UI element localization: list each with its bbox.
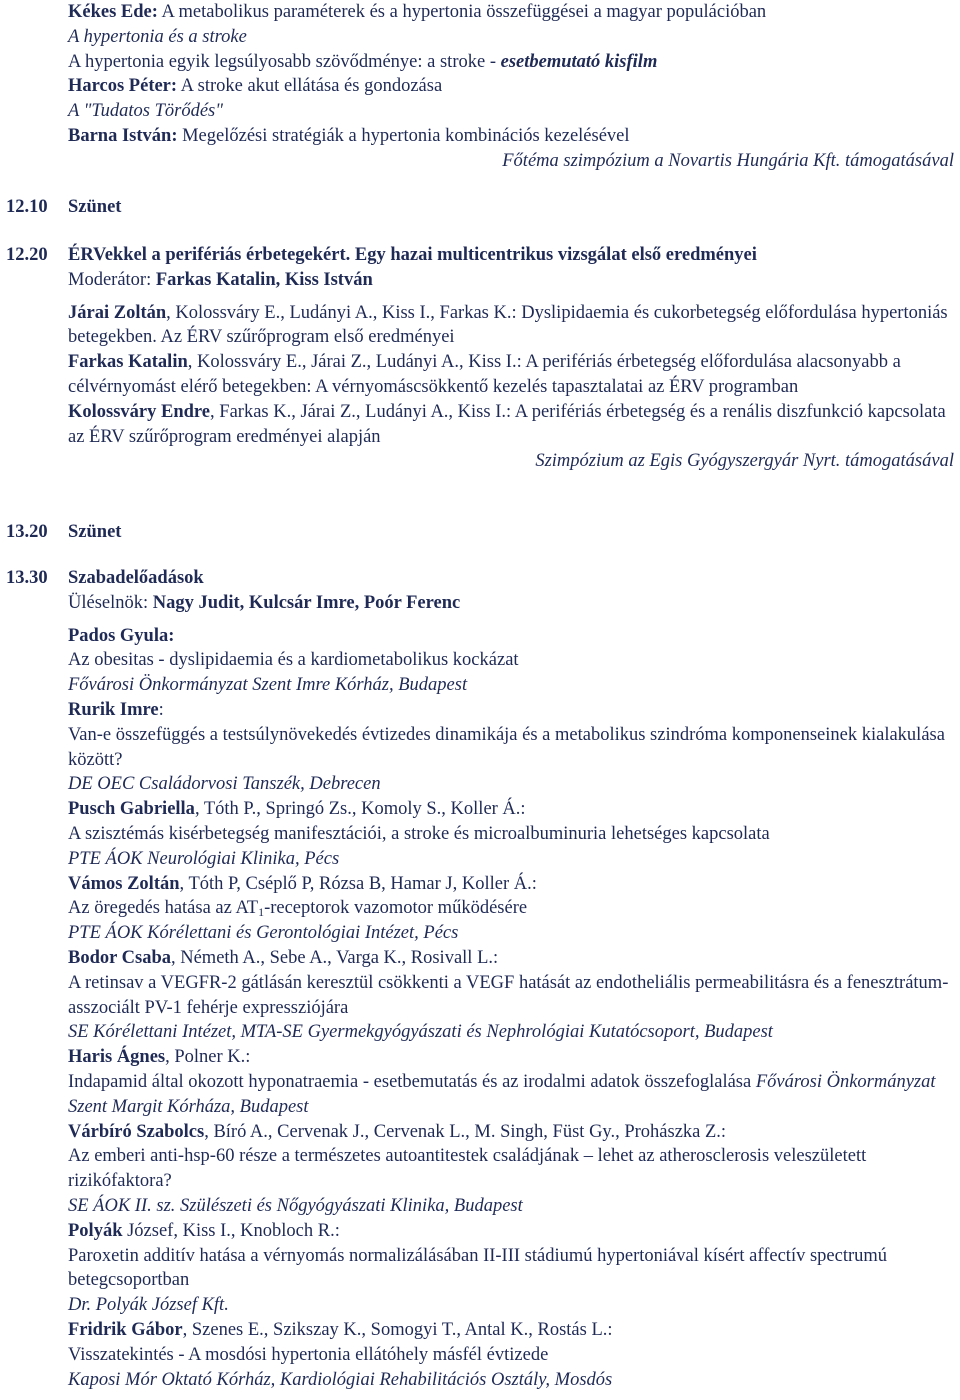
talk-affiliation: Dr. Polyák József Kft. <box>68 1295 229 1316</box>
talk-farkas <box>68 350 954 400</box>
session-title-main: ÉRVekkel a perifériás érbetegekért. <box>68 245 351 265</box>
talk-barna <box>68 124 954 149</box>
talk-kolossvary <box>68 400 954 450</box>
talk-coauthors: , Kolossváry E., Járai Z., Ludányi A., Kiss I. <box>187 352 517 373</box>
talk-varbiro <box>68 1120 954 1219</box>
talk-affiliation: SE Kórélettani Intézet, MTA-SE Gyermekgyógyászati és Nephrológiai Kutatócsoport, Budapest <box>68 1022 773 1043</box>
talk-title: Van-e összefüggés a testsúlynövekedés évtizedes dinamikája és a metabolikus szindróma komponenseinek kialakulása között? <box>68 724 945 770</box>
talk-coauthors: , Bíró A., Cervenak J., Cervenak L., M. Singh, Füst Gy., Prohászka Z.: <box>204 1121 727 1142</box>
talk-title: Visszatekintés - A mosdósi hypertonia ellátóhely másfél évtizede <box>68 1344 549 1365</box>
subsession-title: A hypertonia és a stroke <box>68 26 247 47</box>
time-label: 13.20 <box>6 522 48 542</box>
sponsor-suffix: támogatásával <box>840 451 954 472</box>
talk-title: A retinsav a VEGFR-2 gátlásán keresztül csökkenti a VEGF hatását az endotheliális permeabilitásra és a fenesztrátum-asszociált PV-1 fehérje expressziójára <box>68 972 949 1018</box>
talk-coauthors: , Kolossváry E., Ludányi A., Kiss I., Farkas K. <box>166 302 512 323</box>
talk-bodor <box>68 946 954 1045</box>
talk-rurik <box>68 698 954 797</box>
moderator-names: Farkas Katalin, Kiss István <box>155 269 373 290</box>
talk-title-with-affiliation <box>68 1070 954 1120</box>
break-label: Szünet <box>68 197 122 217</box>
talk-author: Várbíró Szabolcs <box>68 1121 205 1142</box>
talk-author: Bodor Csaba <box>68 947 171 968</box>
talk-affiliation: Fővárosi Önkormányzat Szent Margit Kórháza, Budapest <box>68 1071 936 1117</box>
talk-title: Indapamid által okozott hyponatraemia - esetbemutatás és az irodalmi adatok összefoglalása <box>68 1071 756 1092</box>
talk-title: Az obesitas - dyslipidaemia és a kardiometabolikus kockázat <box>68 650 519 671</box>
talk-author: Fridrik Gábor <box>68 1319 183 1340</box>
subsession-title-2: A "Tudatos Törődés" <box>68 101 224 122</box>
sponsor-name: Főtéma szimpózium a Novartis Hungária Kft. <box>502 150 841 171</box>
sponsor-suffix: támogatásával <box>840 150 954 171</box>
talk-author: Pados Gyula: <box>68 625 175 646</box>
talk-affiliation: Kaposi Mór Oktató Kórház, Kardiológiai Rehabilitációs Osztály, Mosdós <box>68 1369 613 1390</box>
talk-author: Járai Zoltán <box>68 302 167 323</box>
session-title: Szabadelőadások <box>68 568 204 588</box>
moderator-label: Moderátor: <box>68 269 156 290</box>
break-label: Szünet <box>68 522 122 542</box>
time-label: 12.10 <box>6 197 48 217</box>
talk-author: Barna István: <box>68 125 178 146</box>
talk-title: : Dyslipidaemia és cukorbetegség előfordulása hypertoniás betegekben. Az ÉRV szűrőprogram első eredményei <box>68 302 948 348</box>
film-label: esetbemutató kisfilm <box>500 51 658 72</box>
talk-title: Paroxetin additív hatása a vérnyomás normalizálásában II-III stádiumú hypertoniával kísért affectív spectrumú betegcsoportban <box>68 1245 888 1291</box>
session-title <box>68 243 954 268</box>
talk-kekes <box>68 0 954 25</box>
time-label: 12.20 <box>6 245 48 265</box>
talk-haris <box>68 1045 954 1119</box>
talk-affiliation: SE ÁOK II. sz. Szülészeti és Nőgyógyászati Klinika, Budapest <box>68 1195 523 1216</box>
talk-affiliation: PTE ÁOK Neurológiai Klinika, Pécs <box>68 848 340 869</box>
talk-polyak <box>68 1219 954 1318</box>
talk-author: Vámos Zoltán <box>68 873 180 894</box>
talk-author: Rurik Imre <box>68 699 159 720</box>
talk-title: A metabolikus paraméterek és a hypertonia összefüggései a magyar populációban <box>157 2 767 22</box>
talk-affiliation: DE OEC Családorvosi Tanszék, Debrecen <box>68 774 381 795</box>
talk-colon: : <box>158 699 164 720</box>
talk-title: A stroke akut ellátása és gondozása <box>177 76 443 97</box>
talk-author: Farkas Katalin <box>68 352 188 373</box>
film-line <box>68 50 954 75</box>
talk-jarai <box>68 301 954 351</box>
talk-coauthors: , Németh A., Sebe A., Varga K., Rosivall L.: <box>170 947 499 968</box>
talk-coauthors: , Szenes E., Szikszay K., Somogyi T., Antal K., Rostás L.: <box>182 1319 613 1340</box>
talk-author: Kolossváry Endre <box>68 401 211 422</box>
chairs-label: Üléselnök: <box>68 592 153 613</box>
time-label: 13.30 <box>6 568 48 588</box>
talk-coauthors: , Farkas K., Járai Z., Ludányi A., Kiss I. <box>210 401 506 422</box>
sponsor-name: Szimpózium az Egis Gyógyszergyár Nyrt. <box>535 451 841 472</box>
talk-coauthors: , Tóth P., Springó Zs., Komoly S., Koller Á.: <box>194 799 526 820</box>
talk-pusch <box>68 797 954 871</box>
talk-affiliation: Fővárosi Önkormányzat Szent Imre Kórház, Budapest <box>68 675 468 696</box>
talk-author: Harcos Péter: <box>68 76 178 97</box>
talk-title: : A perifériás érbetegség előfordulása alacsonyabb a célvérnyomást elérő betegekben: A vérnyomáscsökkentő kezelés tapasztalatai az ÉRV programban <box>68 352 901 397</box>
sponsor-line <box>68 449 954 474</box>
talk-harcos <box>68 74 954 99</box>
talk-pados <box>68 624 954 698</box>
talk-title: Az emberi anti-hsp-60 része a természetes autoantitestek családjának – lehet az atherosclerosis veleszületett rizikófaktora? <box>68 1146 867 1192</box>
talk-coauthors: József, Kiss I., Knobloch R.: <box>122 1220 340 1241</box>
session-title-sub: Egy hazai multicentrikus vizsgálat első eredményei <box>350 245 757 265</box>
talk-coauthors: , Tóth P, Cséplő P, Rózsa B, Hamar J, Koller Á.: <box>179 873 537 894</box>
talk-title: A szisztémás kisérbetegség manifesztációi, a stroke és microalbuminuria lehetséges kapcsolata <box>68 823 770 844</box>
talk-coauthors: , Polner K.: <box>165 1047 251 1068</box>
sponsor-line <box>68 149 954 174</box>
film-text: A hypertonia egyik legsúlyosabb szövődménye: a stroke - <box>68 51 501 72</box>
talk-title: : A perifériás érbetegség és a renális diszfunkció kapcsolata az ÉRV szűrőprogram eredményei alapján <box>68 401 946 447</box>
talk-author: Kékes Ede: <box>68 2 158 22</box>
talk-title: Megelőzési stratégiák a hypertonia kombinációs kezelésével <box>177 125 630 146</box>
moderator-line <box>68 268 954 293</box>
chairs-names: Nagy Judit, Kulcsár Imre, Poór Ferenc <box>152 592 461 613</box>
talk-author: Polyák <box>68 1220 123 1241</box>
talk-vamos <box>68 872 954 946</box>
talk-author: Pusch Gabriella <box>68 799 195 820</box>
chairs-line <box>68 591 954 616</box>
talk-fridrik <box>68 1318 954 1392</box>
talk-title: Az öregedés hatása az $AT_1$-receptorok vazomotor működésére <box>68 898 528 920</box>
talk-affiliation: PTE ÁOK Kórélettani és Gerontológiai Intézet, Pécs <box>68 923 459 944</box>
talk-author: Haris Ágnes <box>68 1047 166 1068</box>
